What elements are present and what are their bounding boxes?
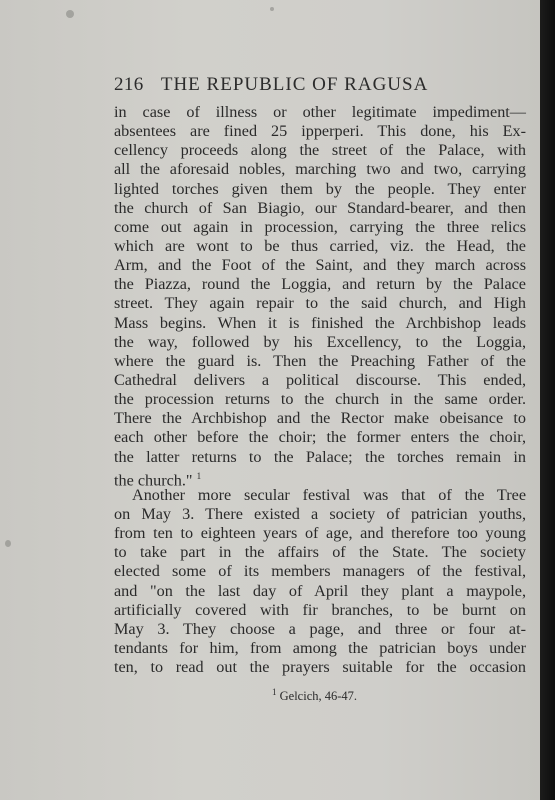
paragraph-1 (114, 103, 526, 490)
text-line: to take part in the affairs of the State. The society (114, 543, 526, 562)
paper-spot (66, 10, 74, 18)
text-line: elected some of its members managers of the festival, (114, 562, 526, 581)
text-line-last (114, 467, 526, 490)
text-line: the Piazza, round the Loggia, and return by the Palace (114, 275, 526, 294)
text-line: the way, followed by his Excellency, to the Loggia, (114, 332, 526, 351)
text-line-content: the church." (114, 471, 193, 490)
text-line: Another more secular festival was that of the Tree (132, 485, 526, 504)
running-title: THE REPUBLIC OF RAGUSA (160, 74, 429, 95)
footnote-reference: 1 (196, 470, 202, 481)
text-line: ten, to read out the prayers suitable for the occasion (114, 658, 526, 677)
text-line: all the aforesaid nobles, marching two and two, carrying (114, 160, 526, 179)
text-line: each other before the choir; the former enters the choir, (114, 428, 526, 447)
footnote (272, 687, 357, 704)
text-line: Cathedral delivers a political discourse. This ended, (114, 370, 526, 389)
text-line: Mass begins. When it is finished the Archbishop leads (114, 313, 526, 332)
page-number: 216 (114, 74, 144, 95)
text-line: absentees are fined 25 ipperperi. This done, his Ex- (114, 122, 526, 141)
footnote-text: Gelcich, 46-47. (279, 689, 358, 704)
text-line: in case of illness or other legitimate impediment— (114, 103, 526, 121)
text-line: which are wont to be thus carried, viz. the Head, the (114, 236, 526, 255)
text-line: artificially covered with fir branches, to be burnt on (114, 600, 526, 619)
text-line: from ten to eighteen years of age, and therefore too young (114, 524, 526, 543)
text-line: on May 3. There existed a society of patrician youths, (114, 504, 526, 523)
page-header (114, 74, 514, 100)
text-line: There the Archbishop and the Rector make obeisance to (114, 409, 526, 428)
text-line: and "on the last day of April they plant a maypole, (114, 581, 526, 600)
text-line: come out again in procession, carrying the three relics (114, 217, 526, 236)
footnote-marker: 1 (272, 687, 277, 697)
text-line: the church of San Biagio, our Standard-bearer, and then (114, 198, 526, 217)
paragraph-2 (114, 486, 526, 677)
paper-spot (5, 540, 11, 547)
text-line: the procession returns to the church in the same order. (114, 390, 526, 409)
text-line: May 3. They choose a page, and three or four at- (114, 619, 526, 638)
text-line: Arm, and the Foot of the Saint, and they march across (114, 256, 526, 275)
text-line: cellency proceeds along the street of the Palace, with (114, 141, 526, 160)
page-edge-shadow (540, 0, 555, 800)
text-line: tendants for him, from among the patrician boys under (114, 638, 526, 657)
text-line: the latter returns to the Palace; the torches remain in (114, 447, 526, 466)
text-line: street. They again repair to the said church, and High (114, 294, 526, 313)
text-line: where the guard is. Then the Preaching Father of the (114, 351, 526, 370)
text-line: lighted torches given them by the people. They enter (114, 179, 526, 198)
body-text (114, 103, 526, 677)
paper-spot (270, 7, 274, 11)
